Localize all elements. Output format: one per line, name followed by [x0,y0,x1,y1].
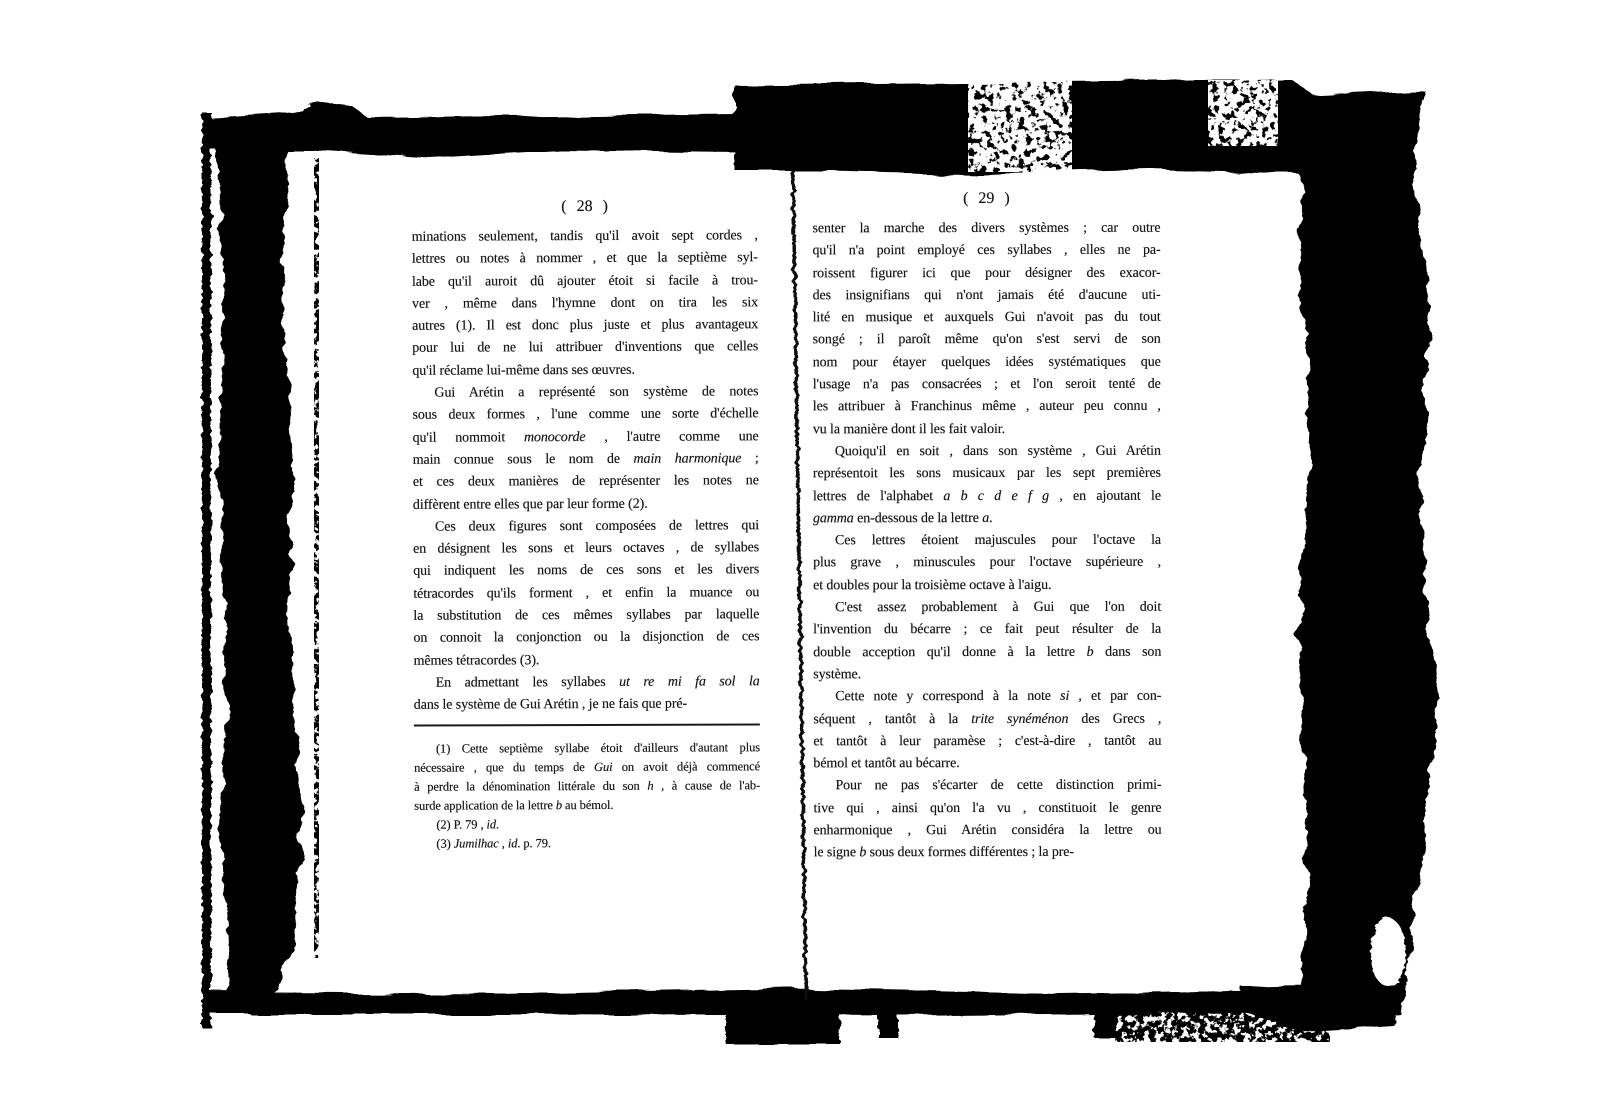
text-line: Cette note y correspond à la note si , et par con- [835,688,1162,705]
text-line: sous deux formes , l'une comme une sorte d'échelle [412,406,759,424]
text-line: senter la marche des divers systèmes ; car outre [812,220,1161,237]
text-line: C'est assez probablement à Gui que l'on doit [835,599,1162,616]
ink-tick-bottom-2 [1094,996,1117,1038]
text-line: main connue sous le nom de main harmonique ; [412,451,759,468]
text-line: pour lui de ne lui attribuer d'inventions que celles [412,339,759,357]
text-line: des insignifians qui n'ont jamais été d'aucune uti- [812,287,1161,304]
text-line: l'usage n'a pas consacrées ; et l'on seroit tenté de [812,376,1161,393]
ink-corner-bottom-right [1240,984,1402,1032]
text-line: Ces deux figures sont composées de lettres qui [434,518,760,535]
ink-border-left [218,132,302,1004]
text-line: et doubles pour la troisième octave à l'aigu. [813,577,1052,594]
text-line: roissent figurer ici que pour désigner des exacor- [812,265,1161,281]
ink-band-bottom [203,988,1294,1016]
text-line: surde application de la lettre b au bémol. [414,797,614,813]
text-line: plus grave , minuscules pour l'octave supérieure , [813,555,1162,571]
scan-white-notch [1370,918,1406,986]
text-line: songé ; il paroît même qu'on s'est servi de son [812,332,1161,348]
text-line: tétracordes qu'ils forment , et enfin la muance ou [413,584,760,602]
page-left [412,197,761,853]
text-line: enharmonique , Gui Arétin considéra la lettre ou [813,822,1162,839]
text-line: gamma en-dessous de la lettre a. [812,510,993,527]
text-line: Quoiqu'il en soit , dans son système , Gui Arétin [834,443,1161,460]
book-gutter-line [793,170,806,1000]
text-line: et ces deux manières de représenter les notes ne [412,473,759,491]
ink-blob-gutter-bottom [726,1006,840,1044]
text-line: mêmes tétracordes (3). [413,652,540,669]
text-line: le signe b sous deux formes différentes ; la pre- [813,845,1074,861]
text-line: séquent , tantôt à la trite synéménon des Grecs , [813,711,1162,727]
text-line: qu'il nommoit monocorde , l'autre comme une [412,428,759,446]
page-body-right [812,218,1161,865]
ink-tick-bottom-1 [878,996,898,1038]
text-line: la substitution de ces mêmes syllabes par laquelle [413,607,760,624]
text-line: à perdre la dénomination littérale du son h , à cause de l'ab- [414,777,761,794]
text-line: labe qu'il auroit dû ajouter étoit si facile à trou- [411,272,758,290]
text-line: (2) P. 79 , id. [436,816,500,832]
text-line: (3) Jumilhac , id. p. 79. [436,835,551,851]
page-number-right: ( 29 ) [963,189,1010,208]
footnotes-left [414,738,760,854]
text-line: et tantôt à leur paramèse ; c'est-à-dire , tantôt au [813,733,1162,750]
page-body-left [412,225,760,717]
scan-white-gap-1 [968,80,1072,172]
text-line: lité en musique et auxquels Gui n'avoit pas du tout [812,309,1161,326]
text-line: nom pour étayer quelques idées systématiques que [812,354,1161,371]
text-line: En admettant les syllabes ut re mi fa sol la [435,674,760,691]
text-line: autres (1). Il est donc plus juste et plus avantageux [412,317,759,334]
text-line: ver , même dans l'hymne dont on tira les six [412,295,759,312]
text-line: (1) Cette septième syllabe étoit d'ailleurs d'autant plus [435,739,760,756]
text-line: l'invention du bécarre ; ce fait peut résulter de la [813,622,1162,638]
page-number-left: ( 28 ) [561,197,608,216]
text-line: on connoit la conjonction ou la disjonction de ces [413,629,760,647]
text-line: Gui Arétin a représenté son système de notes [434,384,759,401]
text-line: Pour ne pas s'écarter de cette distinction primi- [835,778,1162,794]
text-line: qu'il réclame lui-même dans ses œuvres. [412,362,635,379]
text-line: les attribuer à Franchinus même , auteur peu connu , [812,399,1161,415]
text-line: nécessaire , que du temps de Gui on avoit déjà commencé [414,758,761,775]
text-line: représentoit les sons musicaux par les sept premières [812,465,1161,482]
text-line: vu la manière dont il les fait valoir. [812,421,1005,437]
text-line: qui indiquent les noms de ces sons et les divers [413,562,760,580]
text-line: bémol et tantôt au bécarre. [813,756,960,772]
text-line: Ces lettres étoient majuscules pour l'octave la [835,532,1162,549]
text-line: en désignent les sons et leurs octaves , de syllabes [413,540,760,557]
page-right [812,190,1161,865]
text-line: système. [813,667,862,683]
text-line: tive qui , ainsi qu'on l'a vu , constituoit le genre [813,800,1162,817]
ink-band-top-left [206,102,740,158]
scan-white-gap-2 [1208,80,1278,146]
ink-speckle-bottom [1115,998,1330,1042]
text-line: minations seulement, tandis qu'il avoit sept cordes , [411,228,758,245]
text-line: double acception qu'il donne à la lettre b dans son [813,644,1162,660]
footnote-separator [414,723,760,726]
ink-border-right [1298,88,1438,1022]
ink-band-top-right [734,78,1394,176]
text-line: dans le système de Gui Arétin , je ne fais que pré- [413,696,688,713]
text-line: qu'il n'a point employé ces syllabes , elles ne pa- [812,242,1161,259]
ink-edge-line-left [202,112,211,1028]
ink-dash-line-left [314,158,319,958]
text-line: lettres de l'alphabet a b c d e f g , en ajoutant le [812,488,1161,504]
text-line: lettres ou notes à nommer , et que la septième syl- [411,250,758,268]
text-line: diffèrent entre elles que par leur forme (2). [412,496,648,513]
